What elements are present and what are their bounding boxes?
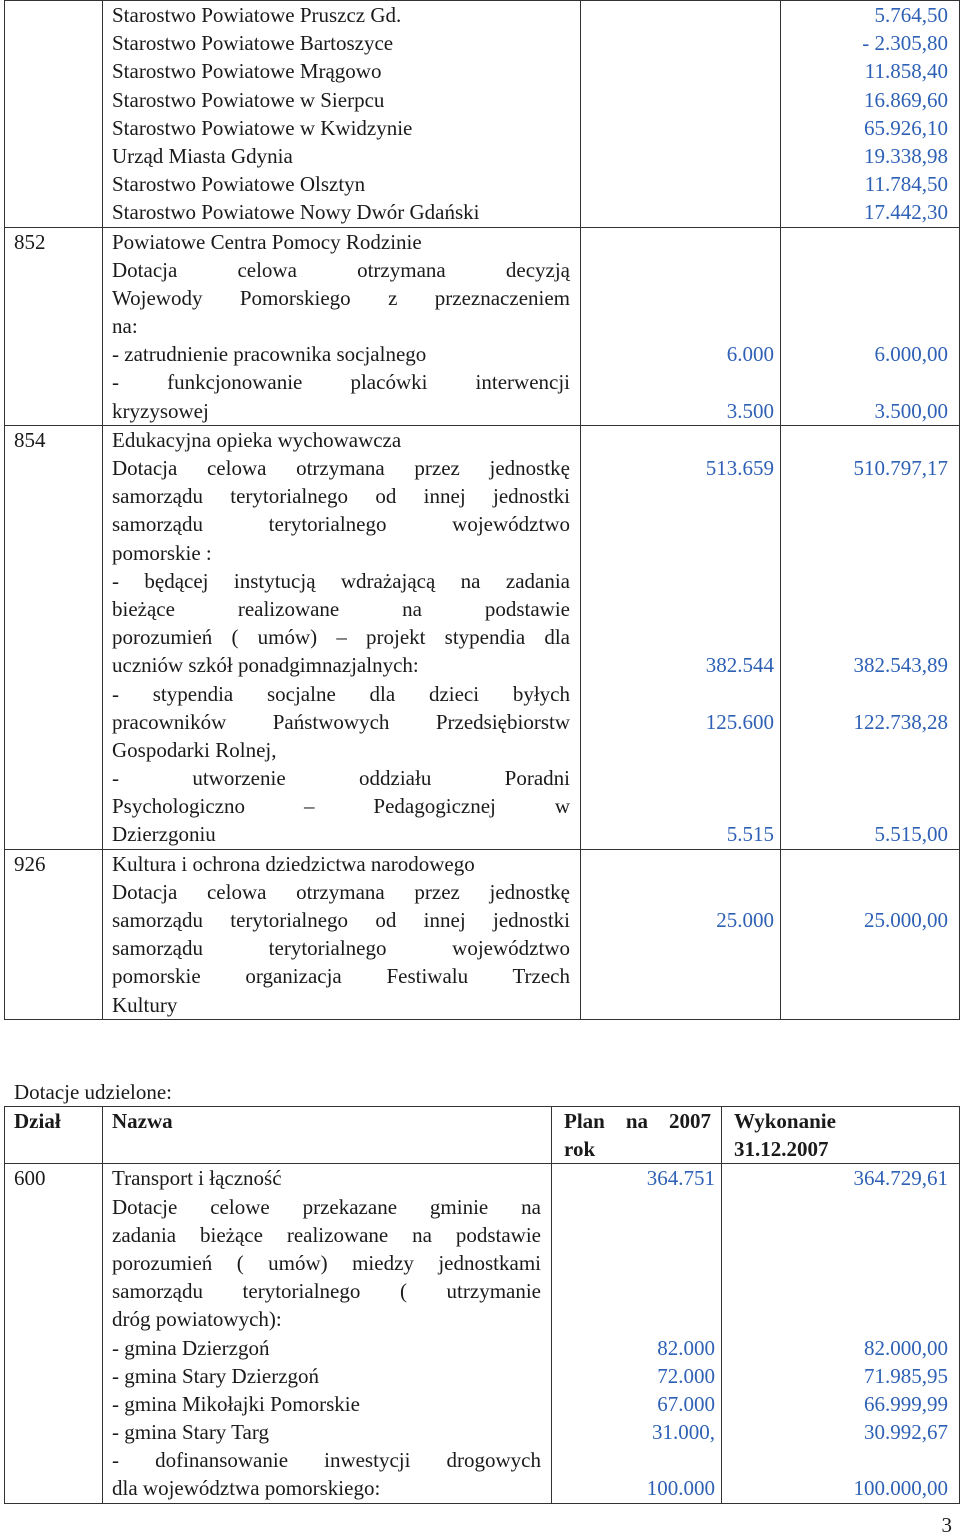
execution-value: 6.000,00 bbox=[874, 342, 948, 367]
text-line: Wojewody Pomorskiego z przeznaczeniem bbox=[112, 285, 570, 310]
execution-value: 71.985,95 bbox=[864, 1363, 948, 1388]
execution-value: 19.338,98 bbox=[864, 143, 948, 168]
execution-value bbox=[781, 284, 959, 312]
text-line: Starostwo Powiatowe Olsztyn bbox=[112, 172, 366, 197]
execution-value bbox=[722, 1305, 959, 1333]
plan-cell bbox=[581, 849, 781, 1019]
execution-value bbox=[781, 934, 959, 962]
nazwa-cell bbox=[103, 849, 581, 1019]
nazwa-cell bbox=[103, 1164, 552, 1503]
text-line: Edukacyjna opieka wychowawcza bbox=[112, 427, 402, 452]
text-line: Gospodarki Rolnej, bbox=[112, 737, 277, 762]
plan-value: 6.000 bbox=[726, 342, 774, 367]
plan-value bbox=[552, 1193, 721, 1221]
plan-value bbox=[581, 170, 780, 198]
text-line: Kultura i ochrona dziedzictwa narodowego bbox=[112, 851, 475, 876]
text-line: samorządu terytorialnego od innej jednostki bbox=[112, 484, 570, 509]
header-nazwa: Nazwa bbox=[103, 1107, 552, 1164]
plan-value bbox=[552, 1446, 721, 1474]
table-row bbox=[5, 1164, 960, 1503]
execution-value bbox=[781, 680, 959, 708]
plan-value bbox=[581, 142, 780, 170]
text-line: Starostwo Powiatowe w Sierpcu bbox=[112, 87, 385, 112]
execution-value bbox=[722, 1249, 959, 1277]
dzial-cell bbox=[5, 425, 103, 849]
dzial-code: 926 bbox=[14, 851, 46, 876]
plan-value bbox=[581, 680, 780, 708]
plan-value: 125.600 bbox=[705, 709, 774, 734]
text-line: samorządu terytorialnego od innej jednostki bbox=[112, 908, 570, 932]
plan-value bbox=[581, 29, 780, 57]
text-line: pomorskie organizacja Festiwalu Trzech bbox=[112, 964, 570, 989]
plan-value: 72.000 bbox=[657, 1363, 715, 1388]
execution-value: 5.764,50 bbox=[874, 3, 948, 27]
execution-value bbox=[781, 368, 959, 396]
execution-value: 364.729,61 bbox=[853, 1166, 948, 1191]
text-line: Dzierzgoniu bbox=[112, 822, 216, 847]
plan-cell bbox=[581, 425, 781, 849]
text-line: Dotacja celowa otrzymana przez jednostkę bbox=[112, 879, 570, 904]
plan-value bbox=[581, 623, 780, 651]
text-line: - dofinansowanie inwestycji drogowych bbox=[112, 1448, 541, 1473]
execution-value bbox=[722, 1221, 959, 1249]
plan-value: 3.500 bbox=[726, 398, 774, 423]
plan-value bbox=[581, 426, 780, 454]
execution-value: - 2.305,80 bbox=[862, 31, 948, 56]
plan-value bbox=[581, 312, 780, 340]
text-line: bieżące realizowane na podstawie bbox=[112, 596, 570, 621]
text-line: pomorskie : bbox=[112, 540, 212, 565]
plan-value: 5.515 bbox=[726, 822, 774, 847]
execution-value bbox=[781, 991, 959, 1019]
execution-value: 66.999,99 bbox=[864, 1391, 948, 1416]
plan-value bbox=[581, 991, 780, 1019]
text-line: - gmina Stary Dzierzgoń bbox=[112, 1363, 320, 1388]
dzial-cell bbox=[5, 849, 103, 1019]
plan-value bbox=[581, 198, 780, 226]
text-line: - gmina Stary Targ bbox=[112, 1420, 269, 1445]
granted-subsidies-table bbox=[4, 1106, 960, 1504]
plan-value: 25.000 bbox=[716, 908, 774, 932]
text-line: Urząd Miasta Gdynia bbox=[112, 143, 293, 168]
plan-value: 100.000 bbox=[646, 1476, 715, 1501]
execution-value bbox=[722, 1193, 959, 1221]
text-line: Starostwo Powiatowe Mrągowo bbox=[112, 59, 382, 84]
text-line: dróg powiatowych): bbox=[112, 1307, 282, 1332]
nazwa-cell bbox=[103, 1, 581, 228]
execution-value bbox=[781, 228, 959, 256]
execution-value bbox=[781, 539, 959, 567]
dzial-code bbox=[14, 1, 102, 29]
execution-value bbox=[781, 736, 959, 764]
text-line: Starostwo Powiatowe Bartoszyce bbox=[112, 31, 394, 56]
plan-value bbox=[581, 1, 780, 29]
execution-value: 30.992,67 bbox=[864, 1420, 948, 1445]
text-line: Starostwo Powiatowe w Kwidzynie bbox=[112, 115, 413, 140]
plan-value bbox=[581, 510, 780, 538]
execution-value bbox=[781, 510, 959, 538]
text-line: Kultury bbox=[112, 992, 178, 1017]
plan-value bbox=[581, 284, 780, 312]
plan-value bbox=[581, 934, 780, 962]
execution-value: 17.442,30 bbox=[864, 200, 948, 225]
text-line: Powiatowe Centra Pomocy Rodzinie bbox=[112, 229, 422, 254]
execution-value bbox=[781, 567, 959, 595]
plan-value bbox=[581, 368, 780, 396]
text-line: Starostwo Powiatowe Pruszcz Gd. bbox=[112, 3, 402, 27]
dzial-cell bbox=[5, 227, 103, 425]
plan-value bbox=[552, 1249, 721, 1277]
execution-value bbox=[781, 792, 959, 820]
text-line: - zatrudnienie pracownika socjalnego bbox=[112, 342, 427, 367]
text-line: Dotacja celowa otrzymana przez jednostkę bbox=[112, 456, 570, 480]
dzial-cell bbox=[5, 1164, 103, 1503]
table-row bbox=[5, 227, 960, 425]
plan-value bbox=[581, 567, 780, 595]
text-line: samorządu terytorialnego województwo bbox=[112, 936, 570, 961]
plan-value: 82.000 bbox=[657, 1335, 715, 1360]
text-line: na: bbox=[112, 314, 138, 339]
text-line: - gmina Mikołajki Pomorskie bbox=[112, 1391, 360, 1416]
table-header-row bbox=[5, 1107, 960, 1164]
execution-value: 100.000,00 bbox=[853, 1476, 948, 1501]
text-line: porozumień ( umów) miedzy jednostkami bbox=[112, 1250, 541, 1275]
text-line: samorządu terytorialnego województwo bbox=[112, 512, 570, 537]
nazwa-cell bbox=[103, 425, 581, 849]
execution-value: 65.926,10 bbox=[864, 115, 948, 140]
text-line: - gmina Dzierzgoń bbox=[112, 1335, 270, 1360]
plan-value bbox=[581, 256, 780, 284]
plan-value bbox=[552, 1277, 721, 1305]
execution-value: 82.000,00 bbox=[864, 1335, 948, 1360]
execution-value: 5.515,00 bbox=[874, 822, 948, 847]
plan-cell bbox=[581, 1, 781, 228]
plan-value: 513.659 bbox=[705, 456, 774, 480]
text-line: - funkcjonowanie placówki interwencji bbox=[112, 370, 570, 395]
execution-value: 11.784,50 bbox=[864, 172, 948, 197]
execution-value: 382.543,89 bbox=[853, 653, 948, 678]
execution-value: 3.500,00 bbox=[874, 398, 948, 423]
plan-value bbox=[581, 114, 780, 142]
execution-value bbox=[781, 962, 959, 990]
dzial-cell bbox=[5, 1, 103, 228]
plan-value: 382.544 bbox=[705, 653, 774, 678]
execution-value bbox=[781, 312, 959, 340]
execution-value bbox=[781, 256, 959, 284]
execution-value bbox=[781, 850, 959, 878]
wykonanie-cell bbox=[781, 849, 960, 1019]
plan-value bbox=[581, 962, 780, 990]
dzial-code: 854 bbox=[14, 427, 46, 452]
text-line: dla województwa pomorskiego: bbox=[112, 1476, 381, 1501]
execution-value: 122.738,28 bbox=[853, 709, 948, 734]
plan-value bbox=[581, 764, 780, 792]
plan-value bbox=[581, 86, 780, 114]
plan-value: 364.751 bbox=[646, 1166, 715, 1191]
income-grants-table bbox=[4, 0, 960, 1020]
text-line: samorządu terytorialnego ( utrzymanie bbox=[112, 1279, 541, 1304]
page-number: 3 bbox=[941, 1513, 952, 1537]
plan-value bbox=[552, 1221, 721, 1249]
execution-value: 510.797,17 bbox=[853, 456, 948, 480]
text-line: pracowników Państwowych Przedsiębiorstw bbox=[112, 709, 570, 734]
execution-value: 11.858,40 bbox=[864, 59, 948, 84]
text-line: Transport i łączność bbox=[112, 1166, 282, 1191]
plan-cell bbox=[552, 1164, 722, 1503]
header-wykonanie: Wykonanie 31.12.2007 bbox=[722, 1107, 960, 1164]
text-line: - będącej instytucją wdrażającą na zadania bbox=[112, 568, 570, 593]
table-row bbox=[5, 849, 960, 1019]
execution-value bbox=[722, 1446, 959, 1474]
dzial-code: 852 bbox=[14, 229, 46, 254]
text-line: Dotacja celowa otrzymana decyzją bbox=[112, 257, 570, 282]
wykonanie-cell bbox=[781, 1, 960, 228]
plan-value bbox=[581, 539, 780, 567]
plan-value bbox=[581, 57, 780, 85]
dzial-code: 600 bbox=[14, 1166, 46, 1191]
plan-value: 67.000 bbox=[657, 1391, 715, 1416]
text-line: Psychologiczno – Pedagogicznej w bbox=[112, 794, 570, 819]
header-dzial: Dział bbox=[5, 1107, 103, 1164]
execution-value: 16.869,60 bbox=[864, 87, 948, 112]
execution-value bbox=[781, 623, 959, 651]
text-line: uczniów szkół ponadgimnazjalnych: bbox=[112, 653, 419, 678]
plan-value bbox=[581, 228, 780, 256]
execution-value bbox=[722, 1277, 959, 1305]
nazwa-cell bbox=[103, 227, 581, 425]
text-line: Starostwo Powiatowe Nowy Dwór Gdański bbox=[112, 200, 480, 225]
plan-value bbox=[581, 792, 780, 820]
plan-value bbox=[552, 1305, 721, 1333]
plan-value: 31.000, bbox=[652, 1420, 715, 1445]
text-line: Dotacje celowe przekazane gminie na bbox=[112, 1194, 541, 1219]
text-line: kryzysowej bbox=[112, 398, 209, 423]
text-line: - stypendia socjalne dla dzieci byłych bbox=[112, 681, 570, 706]
header-plan: Plan na 2007 rok bbox=[552, 1107, 722, 1164]
execution-value bbox=[781, 482, 959, 510]
execution-value bbox=[781, 426, 959, 454]
table-row bbox=[5, 1, 960, 228]
text-line: porozumień ( umów) – projekt stypendia dla bbox=[112, 625, 570, 650]
plan-value bbox=[581, 878, 780, 906]
plan-value bbox=[581, 482, 780, 510]
text-line: zadania bieżące realizowane na podstawie bbox=[112, 1222, 541, 1247]
section-title: Dotacje udzielone: bbox=[14, 1080, 173, 1104]
wykonanie-cell bbox=[722, 1164, 960, 1503]
execution-value: 25.000,00 bbox=[864, 908, 948, 932]
plan-value bbox=[581, 736, 780, 764]
plan-cell bbox=[581, 227, 781, 425]
execution-value bbox=[781, 764, 959, 792]
table-row bbox=[5, 425, 960, 849]
plan-value bbox=[581, 595, 780, 623]
execution-value bbox=[781, 595, 959, 623]
wykonanie-cell bbox=[781, 227, 960, 425]
wykonanie-cell bbox=[781, 425, 960, 849]
text-line: - utworzenie oddziału Poradni bbox=[112, 766, 570, 791]
plan-value bbox=[581, 850, 780, 878]
execution-value bbox=[781, 878, 959, 906]
